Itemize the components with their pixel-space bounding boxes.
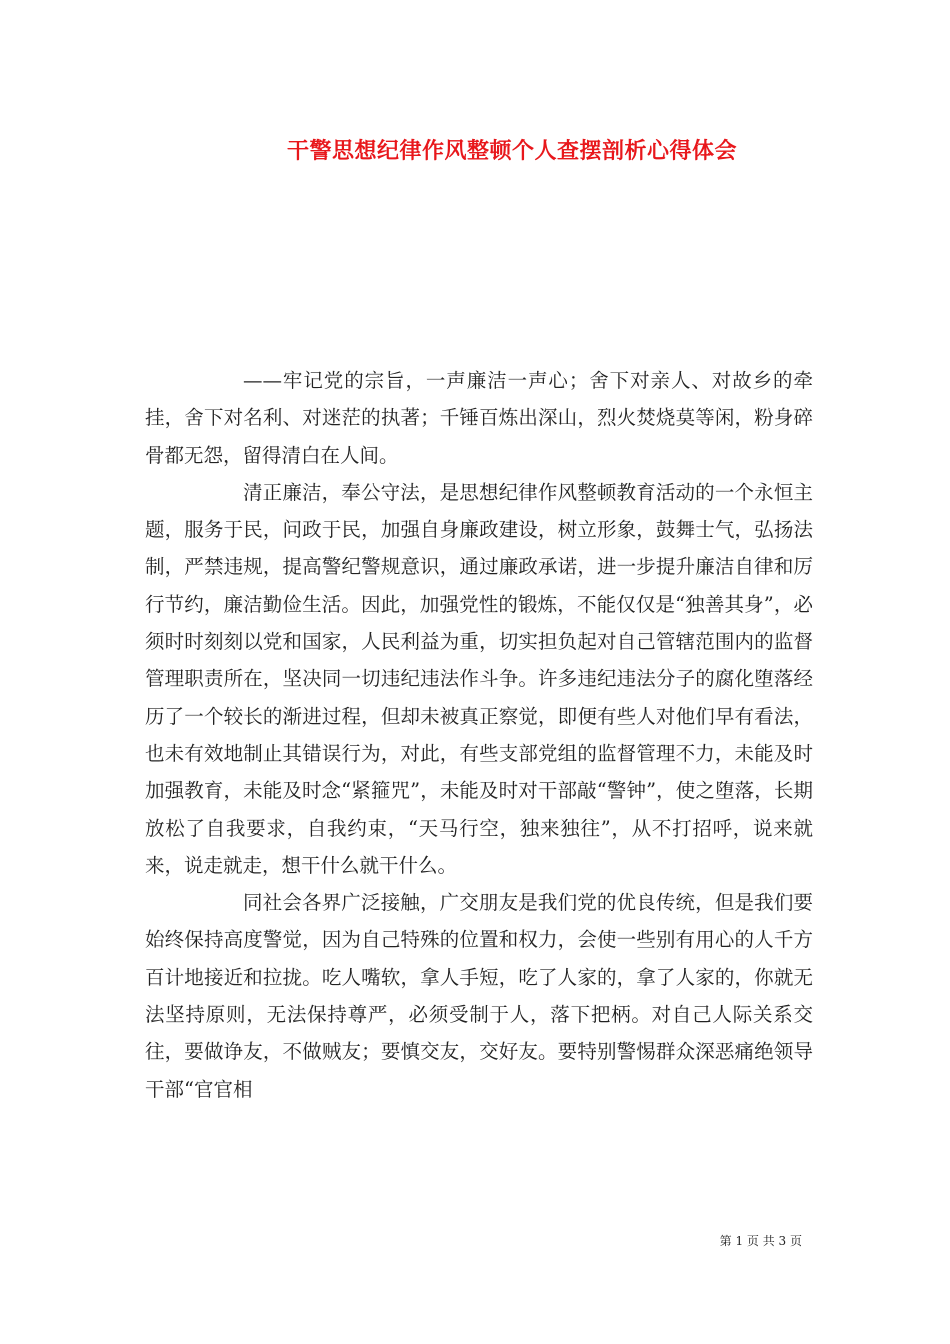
paragraph-3: 同社会各界广泛接触，广交朋友是我们党的优良传统，但是我们要始终保持高度警觉，因为自己特殊的位置和权力，会使一些别有用心的人千方百计地接近和拉拢。吃人嘴软，拿人手短，吃了人家的，拿了人家的，你就无法坚持原则，无法保持尊严，必须受制于人，落下把柄。对自己人际关系交往，要做诤友，不做贼友；要慎交友，交好友。要特别警惕群众深恶痛绝领导干部“官官相 xyxy=(145,891,813,1101)
document-title: 干警思想纪律作风整顿个人查摆剖析心得体会 xyxy=(286,138,737,164)
paragraph-2: 清正廉洁，奉公守法，是思想纪律作风整顿教育活动的一个永恒主题，服务于民，问政于民，加强自身廉政建设，树立形象，鼓舞士气，弘扬法制，严禁违规，提高警纪警规意识，通过廉政承诺，进一步提升廉洁自律和厉行节约，廉洁勤俭生活。因此，加强党性的锻炼，不能仅仅是“独善其身”，必须时时刻刻以党和国家，人民利益为重，切实担负起对自己管辖范围内的监督管理职责所在，坚决同一切违纪违法作斗争。许多违纪违法分子的腐化堕落经历了一个较长的渐进过程，但却未被真正察觉，即便有些人对他们早有看法，也未有效地制止其错误行为，对此，有些支部党组的监督管理不力，未能及时加强教育，未能及时念“紧箍咒”，未能及时对干部敲“警钟”，使之堕落，长期放松了自我要求，自我约束，“天马行空，独来独往”，从不打招呼，说来就来，说走就走，想干什么就干什么。 xyxy=(145,480,813,877)
document-body xyxy=(145,362,813,1108)
page-number-footer: 第 1 页 共 3 页 xyxy=(719,1234,802,1248)
paragraph-1: ——牢记党的宗旨，一声廉洁一声心；舍下对亲人、对故乡的牵挂，舍下对名利、对迷茫的执著；千锤百炼出深山，烈火焚烧莫等闲，粉身碎骨都无怨，留得清白在人间。 xyxy=(145,369,813,467)
